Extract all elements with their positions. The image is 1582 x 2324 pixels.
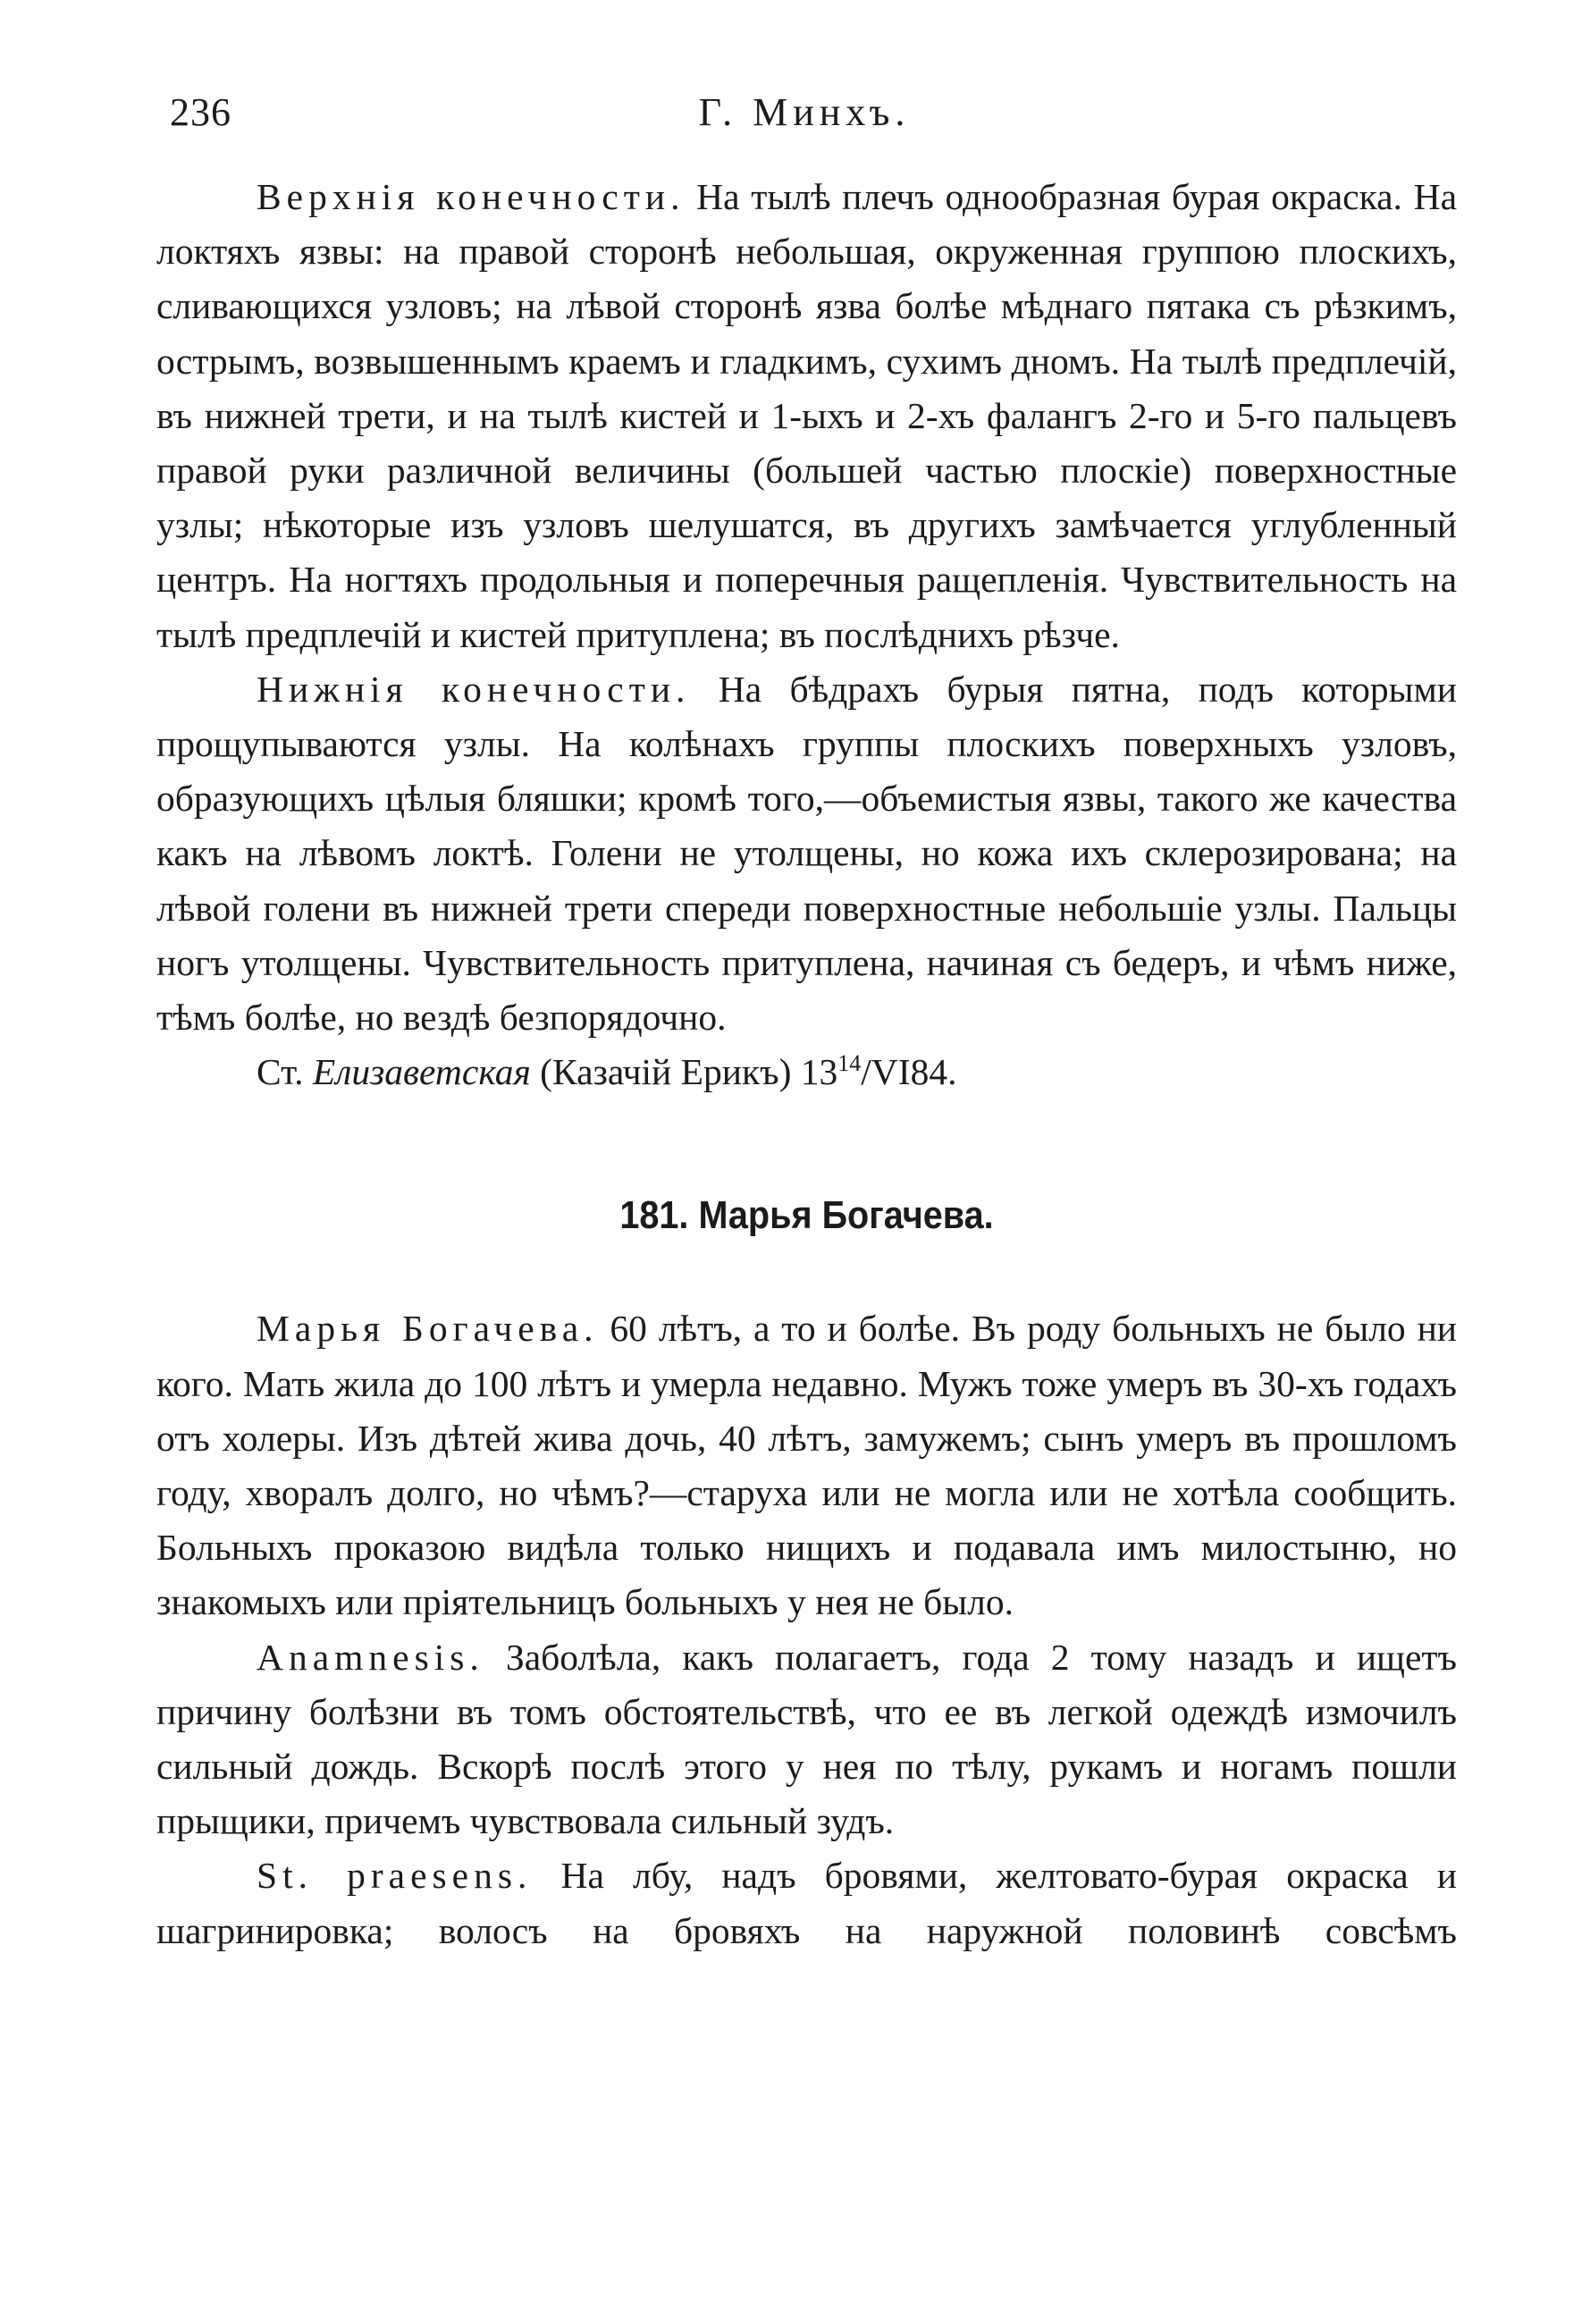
running-head: Г. Минхъ. [698,90,911,134]
page-header [170,86,1439,139]
location-prefix: Ст. [257,1051,304,1093]
paragraph-lead: Марья Богачева. [257,1308,599,1350]
paragraph-text: Заболѣла, какъ полагаетъ, года 2 тому назадъ и ищетъ причину болѣзни въ томъ обстоятельствѣ, что ее въ легкой одеждѣ измочилъ сильный дождь. Вскорѣ послѣ этого у нея по тѣлу, рукамъ и ногамъ пошли прыщики, причемъ чувствовала сильный зудъ. [156,1636,1458,1842]
paragraph-lead: Верхнія конечности. [257,176,686,217]
case-heading: 181. Марья Богачева. [619,1193,994,1238]
paragraph-text: На тылѣ плечъ однообразная бурая окраска. На локтяхъ язвы: на правой сторонѣ небольшая, окруженная группою плоскихъ, сливающихся узловъ; на лѣвой сторонѣ язва болѣе мѣднаго пятака съ рѣзкимъ, острымъ, возвышеннымъ краемъ и гладкимъ, сухимъ дномъ. На тылѣ предплечій, въ нижней трети, и на тылѣ кистей и 1-ыхъ и 2-хъ фалангъ 2-го и 5-го пальцевъ правой руки различной величины (большей частью плоскіе) поверхностные узлы; нѣкоторые изъ узловъ шелушатся, въ другихъ замѣчается углубленный центръ. На ногтяхъ продольныя и поперечныя ращепленія. Чувствительность на тылѣ предплечій и кистей притуплена; въ послѣднихъ рѣзче. [156,176,1457,655]
page-body [156,170,1457,1958]
location-suffix: (Казачій Ерикъ) [540,1051,792,1093]
location-line [156,1045,1457,1099]
paragraph-status-praesens [156,1848,1457,1958]
paragraph-upper-limbs [156,170,1457,662]
paragraph-lead: Anamnesis. [257,1636,484,1678]
paragraph-text: На лбу, надъ бровями, желтовато-бурая окраска и шагринировка; волосъ на бровяхъ на наружной половинѣ совсѣмъ [156,1855,1457,1951]
location-date: $13^{14}/VI84$. [800,1050,957,1093]
paragraph-lead: St. praesens. [257,1855,533,1897]
page-number: 236 [170,90,231,134]
paragraph-text: 60 лѣтъ, а то и болѣе. Въ роду больныхъ не было ни кого. Мать жила до 100 лѣтъ и умерла недавно. Мужъ тоже умеръ въ 30-хъ годахъ отъ холеры. Изъ дѣтей жива дочь, 40 лѣтъ, замужемъ; сынъ умеръ въ прошломъ году, хворалъ долго, но чѣмъ?—старуха или не могла или не хотѣла сообщить. Больныхъ проказою видѣла только нищихъ и подавала имъ милостыню, но знакомыхъ или пріятельницъ больныхъ у нея не было. [156,1308,1458,1623]
paragraph-anamnesis [156,1630,1457,1849]
paragraph-lower-limbs [156,662,1457,1045]
location-place: Елизаветская [312,1051,531,1093]
paragraph-case-intro [156,1301,1457,1629]
paragraph-lead: Нижнія конечности. [257,668,691,710]
paragraph-text: На бѣдрахъ бурыя пятна, подъ которыми прощупываются узлы. На колѣнахъ группы плоскихъ поверхныхъ узловъ, образующихъ цѣлыя бляшки; кромѣ того,—объемистыя язвы, такого же качества какъ на лѣвомъ локтѣ. Голени не утолщены, но кожа ихъ склерозирована; на лѣвой голени въ нижней трети спереди поверхностные небольшіе узлы. Пальцы ногъ утолщены. Чувствительность притуплена, начиная съ бедеръ, и чѣмъ ниже, тѣмъ болѣе, но вездѣ безпорядочно. [156,668,1457,1039]
